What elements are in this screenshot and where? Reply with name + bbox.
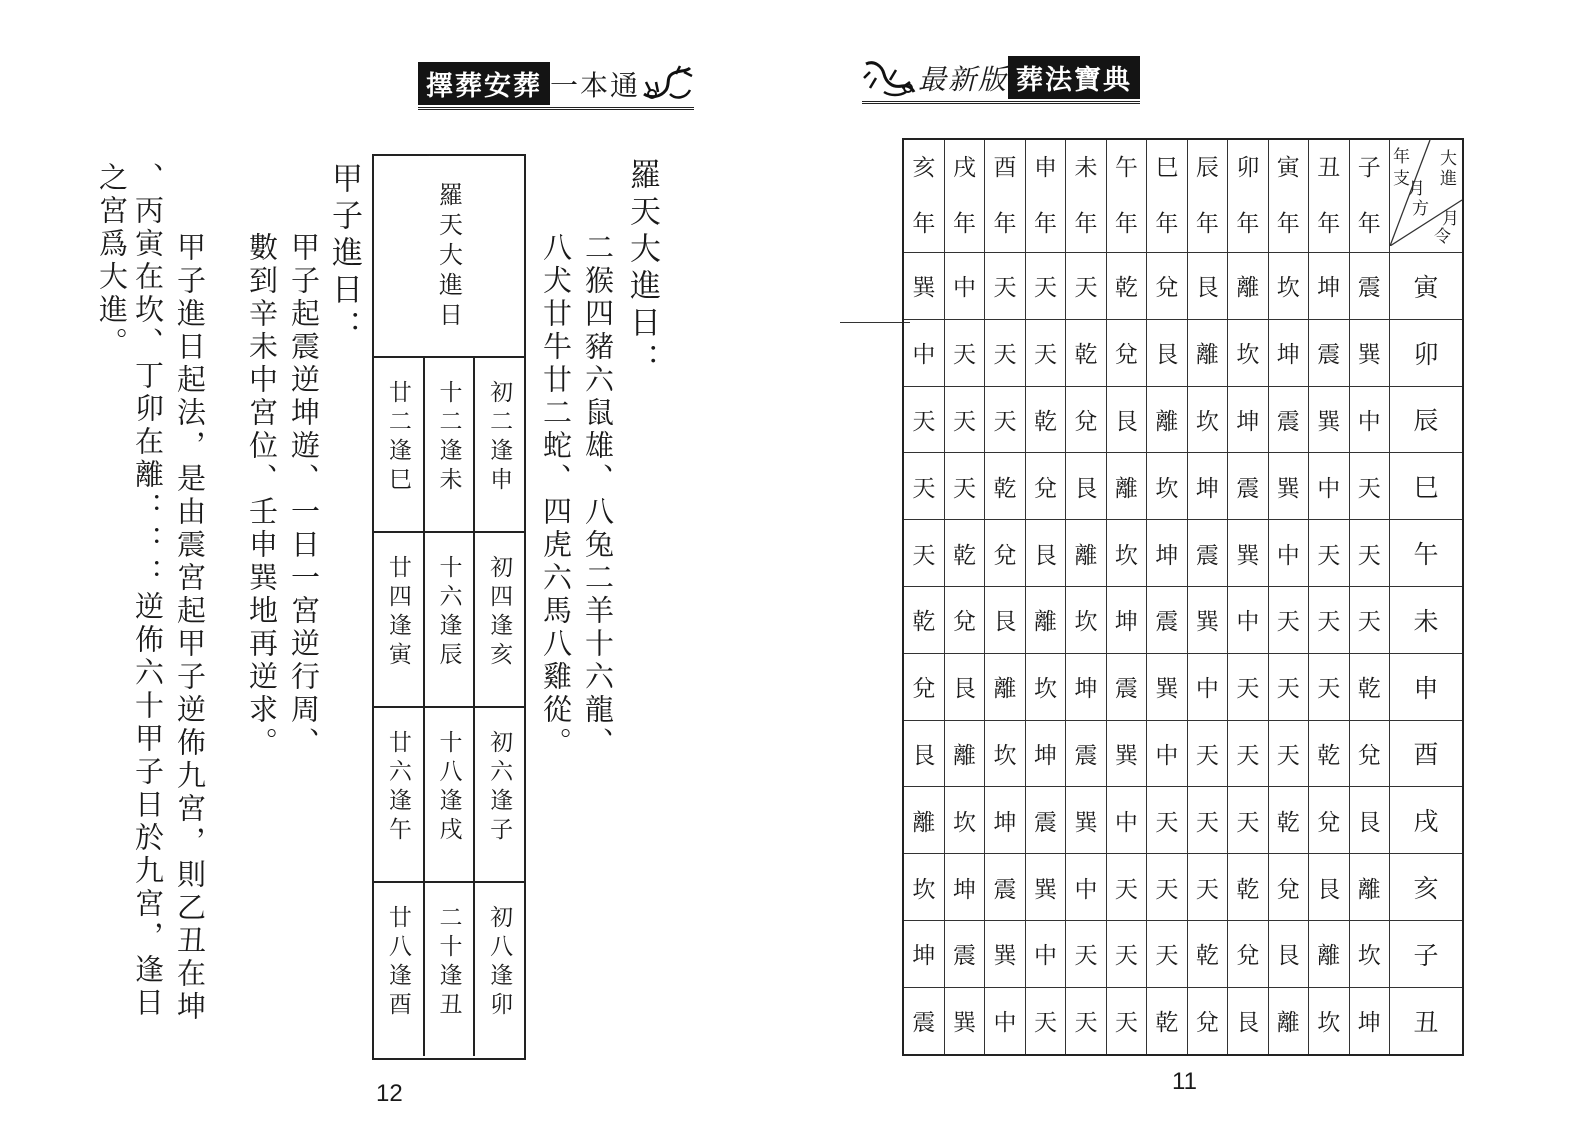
direction-cell: 天 — [985, 386, 1025, 453]
direction-cell: 天 — [1066, 920, 1106, 987]
direction-cell: 坤 — [1309, 253, 1349, 320]
jiazi-verse-line-1: 甲子起震逆坤遊、一日一宮逆行周、 — [287, 232, 321, 760]
direction-cell: 兌 — [1309, 787, 1349, 854]
direction-cell: 兌 — [1147, 253, 1187, 320]
direction-cell: 坎 — [1106, 520, 1146, 587]
direction-cell: 震 — [1106, 653, 1146, 720]
month-branch-cell: 子 — [1390, 920, 1464, 987]
direction-cell: 天 — [1268, 653, 1308, 720]
month-branch-cell: 午 — [1390, 520, 1464, 587]
direction-cell: 震 — [1268, 386, 1308, 453]
luo-tian-table-cell-text: 初二逢申 — [486, 380, 513, 496]
luo-tian-table-cell — [425, 708, 474, 883]
direction-cell: 天 — [1268, 586, 1308, 653]
direction-cell: 坤 — [1349, 987, 1390, 1055]
year-suffix: 年 — [1074, 211, 1098, 237]
direction-cell: 天 — [1187, 854, 1227, 921]
direction-cell: 中 — [1106, 787, 1146, 854]
year-suffix: 年 — [1236, 211, 1260, 237]
direction-cell: 天 — [1025, 253, 1065, 320]
direction-cell: 中 — [1187, 653, 1227, 720]
direction-cell: 離 — [985, 653, 1025, 720]
direction-cell: 離 — [903, 787, 944, 854]
pointer-line — [840, 322, 910, 323]
direction-cell: 坤 — [1228, 386, 1268, 453]
luo-tian-table-cell-text: 二十逢丑 — [435, 905, 462, 1021]
year-header-cell — [1106, 139, 1146, 253]
luo-tian-table-column — [374, 358, 423, 1056]
right-page-number: 11 — [1172, 1068, 1197, 1095]
direction-cell: 天 — [903, 520, 944, 587]
direction-cell: 乾 — [1349, 653, 1390, 720]
direction-cell: 天 — [1349, 453, 1390, 520]
year-header-cell — [1228, 139, 1268, 253]
luo-tian-table-cell — [475, 708, 524, 883]
direction-cell: 兌 — [1228, 920, 1268, 987]
table-row — [903, 720, 1463, 787]
year-header-cell — [1187, 139, 1227, 253]
left-page-number: 12 — [376, 1080, 403, 1107]
direction-cell: 坎 — [1309, 987, 1349, 1055]
direction-cell: 天 — [1066, 253, 1106, 320]
luo-tian-table-cell — [425, 358, 474, 533]
direction-cell: 離 — [1066, 520, 1106, 587]
direction-cell: 巽 — [1309, 386, 1349, 453]
direction-cell: 坎 — [1025, 653, 1065, 720]
direction-cell: 震 — [1187, 520, 1227, 587]
year-suffix: 年 — [1317, 211, 1341, 237]
direction-cell: 離 — [1106, 453, 1146, 520]
direction-cell: 艮 — [1309, 854, 1349, 921]
direction-cell: 兌 — [1106, 319, 1146, 386]
corner-label: 年 — [1393, 147, 1410, 167]
corner-label: 進 — [1440, 169, 1457, 189]
direction-cell: 坤 — [944, 854, 984, 921]
jiazi-explanation-line-1: 甲子進日起法，是由震宮起甲子逆佈九宮，則乙丑在坤 — [173, 232, 207, 1024]
direction-cell: 坎 — [1349, 920, 1390, 987]
direction-cell: 乾 — [1106, 253, 1146, 320]
corner-label: 大 — [1440, 149, 1457, 169]
direction-cell: 巽 — [1228, 520, 1268, 587]
year-branch: 申 — [1033, 155, 1057, 181]
table-row — [903, 787, 1463, 854]
month-branch-cell: 申 — [1390, 653, 1464, 720]
year-header-cell — [1309, 139, 1349, 253]
direction-cell: 天 — [1228, 653, 1268, 720]
direction-cell: 兌 — [944, 586, 984, 653]
direction-cell: 巽 — [1349, 319, 1390, 386]
year-branch: 丑 — [1317, 155, 1341, 181]
direction-cell: 巽 — [985, 920, 1025, 987]
direction-cell: 坤 — [1147, 520, 1187, 587]
luo-tian-table-cell — [425, 533, 474, 708]
month-branch-cell: 卯 — [1390, 319, 1464, 386]
direction-cell: 乾 — [1228, 854, 1268, 921]
luo-tian-table-cell-text: 十八逢戌 — [435, 730, 462, 846]
direction-cell: 坎 — [1147, 453, 1187, 520]
direction-cell: 天 — [1187, 720, 1227, 787]
direction-cell: 天 — [1066, 987, 1106, 1055]
month-branch-cell: 戌 — [1390, 787, 1464, 854]
direction-cell: 離 — [1228, 253, 1268, 320]
direction-cell: 坎 — [1066, 586, 1106, 653]
direction-cell: 巽 — [1066, 787, 1106, 854]
direction-cell: 震 — [1147, 586, 1187, 653]
direction-cell: 離 — [1268, 987, 1308, 1055]
direction-cell: 艮 — [903, 720, 944, 787]
jiazi-explanation-line-2: 、丙寅在坎、丁卯在離：：：逆佈六十甲子日於九宮，逢日 — [131, 162, 165, 1020]
direction-cell: 中 — [1268, 520, 1308, 587]
luo-tian-table-cell — [374, 533, 423, 708]
luo-tian-table-cell-text: 廿八逢酉 — [384, 905, 411, 1021]
direction-cell: 天 — [985, 253, 1025, 320]
year-suffix: 年 — [912, 211, 936, 237]
year-branch: 亥 — [912, 155, 936, 181]
direction-cell: 天 — [1228, 787, 1268, 854]
direction-cell: 天 — [1025, 319, 1065, 386]
luo-tian-table-cell-text: 十二逢未 — [435, 380, 462, 496]
direction-cell: 兌 — [1066, 386, 1106, 453]
direction-cell: 天 — [1106, 920, 1146, 987]
direction-cell: 坎 — [1187, 386, 1227, 453]
direction-cell: 離 — [1349, 854, 1390, 921]
year-header-cell — [985, 139, 1025, 253]
month-branch-cell: 酉 — [1390, 720, 1464, 787]
luo-tian-table-cell-text: 初六逢子 — [486, 730, 513, 846]
direction-cell: 天 — [1106, 987, 1146, 1055]
direction-cell: 離 — [1187, 319, 1227, 386]
year-header-cell — [1349, 139, 1390, 253]
year-suffix: 年 — [1155, 211, 1179, 237]
jiazi-explanation-line-3: 之宮爲大進。 — [95, 162, 129, 360]
table-row — [903, 854, 1463, 921]
right-page-header — [862, 56, 1140, 104]
year-header-cell — [944, 139, 984, 253]
direction-cell: 中 — [1025, 920, 1065, 987]
direction-cell: 坎 — [985, 720, 1025, 787]
year-branch: 午 — [1114, 155, 1138, 181]
direction-cell: 天 — [1025, 987, 1065, 1055]
header-title-plain: 一本通 — [550, 68, 641, 102]
direction-cell: 巽 — [1187, 586, 1227, 653]
direction-cell: 艮 — [1106, 386, 1146, 453]
luo-tian-verse-line-1: 二猴四豬六鼠雄、八兔二羊十六龍、 — [581, 232, 615, 760]
direction-cell: 天 — [1147, 854, 1187, 921]
direction-cell: 中 — [1349, 386, 1390, 453]
header-edition-label: 最新版 — [918, 62, 1009, 96]
direction-cell: 天 — [1349, 520, 1390, 587]
corner-label: 月 — [1442, 209, 1459, 229]
direction-cell: 天 — [985, 319, 1025, 386]
direction-cell: 天 — [944, 386, 984, 453]
direction-cell: 坎 — [1268, 253, 1308, 320]
direction-cell: 坤 — [1106, 586, 1146, 653]
direction-cell: 震 — [944, 920, 984, 987]
direction-cell: 中 — [1228, 586, 1268, 653]
corner-label: 支 — [1393, 169, 1410, 189]
direction-cell: 震 — [985, 854, 1025, 921]
direction-cell: 震 — [1349, 253, 1390, 320]
direction-cell: 中 — [1066, 854, 1106, 921]
year-header-cell — [903, 139, 944, 253]
direction-cell: 震 — [1025, 787, 1065, 854]
luo-tian-table-cell — [475, 358, 524, 533]
luo-tian-table-column — [473, 358, 524, 1056]
year-branch: 酉 — [993, 155, 1017, 181]
luo-tian-table-cell — [475, 883, 524, 1056]
year-branch: 寅 — [1276, 155, 1300, 181]
direction-cell: 乾 — [1309, 720, 1349, 787]
direction-cell: 乾 — [1025, 386, 1065, 453]
direction-cell: 坤 — [1025, 720, 1065, 787]
direction-cell: 天 — [1106, 854, 1146, 921]
direction-cell: 巽 — [903, 253, 944, 320]
month-branch-cell: 辰 — [1390, 386, 1464, 453]
direction-cell: 兌 — [985, 520, 1025, 587]
luo-tian-table-cell-text: 廿二逢巳 — [384, 380, 411, 496]
corner-label: 令 — [1434, 227, 1451, 247]
luo-tian-table — [372, 154, 526, 1060]
jiazi-verse-line-2: 數到辛未中宮位、壬申巽地再逆求。 — [245, 232, 279, 760]
luo-tian-table-cell-text: 初八逢卯 — [486, 905, 513, 1021]
month-branch-cell: 未 — [1390, 586, 1464, 653]
direction-cell: 兌 — [1025, 453, 1065, 520]
direction-cell: 天 — [903, 386, 944, 453]
direction-cell: 兌 — [903, 653, 944, 720]
direction-cell: 艮 — [1187, 253, 1227, 320]
direction-cell: 艮 — [1147, 319, 1187, 386]
direction-cell: 乾 — [1268, 787, 1308, 854]
month-branch-cell: 寅 — [1390, 253, 1464, 320]
direction-cell: 艮 — [1268, 920, 1308, 987]
year-header-cell — [1025, 139, 1065, 253]
year-header-cell — [1147, 139, 1187, 253]
direction-cell: 天 — [1147, 787, 1187, 854]
luo-tian-table-title-cell — [374, 156, 524, 358]
direction-cell: 天 — [1147, 920, 1187, 987]
direction-cell: 坤 — [903, 920, 944, 987]
left-page-header — [418, 62, 694, 110]
luo-tian-table-cell-text: 十六逢辰 — [435, 555, 462, 671]
direction-cell: 中 — [903, 319, 944, 386]
year-header-row — [903, 139, 1463, 253]
year-suffix: 年 — [953, 211, 977, 237]
direction-cell: 兌 — [1349, 720, 1390, 787]
direction-cell: 中 — [1147, 720, 1187, 787]
direction-cell: 艮 — [985, 586, 1025, 653]
direction-cell: 乾 — [985, 453, 1025, 520]
direction-cell: 天 — [944, 453, 984, 520]
direction-cell: 乾 — [1187, 920, 1227, 987]
corner-header-cell — [1390, 139, 1464, 253]
header-title-dark: 葬法寶典 — [1008, 56, 1140, 99]
direction-cell: 兌 — [1268, 854, 1308, 921]
year-header-cell — [1066, 139, 1106, 253]
table-row — [903, 920, 1463, 987]
direction-cell: 艮 — [1228, 987, 1268, 1055]
table-row — [903, 319, 1463, 386]
header-title-dark: 擇葬安葬 — [418, 62, 550, 105]
table-row — [903, 386, 1463, 453]
corner-label: 月 — [1408, 179, 1425, 199]
direction-cell: 天 — [1349, 586, 1390, 653]
luo-tian-table-cell — [475, 533, 524, 708]
direction-cell: 坤 — [1066, 653, 1106, 720]
direction-cell: 乾 — [903, 586, 944, 653]
direction-cell: 天 — [1268, 720, 1308, 787]
table-row — [903, 987, 1463, 1055]
direction-cell: 坤 — [985, 787, 1025, 854]
direction-cell: 中 — [985, 987, 1025, 1055]
corner-label: 方 — [1412, 199, 1429, 219]
luo-tian-table-cell-text: 廿六逢午 — [384, 730, 411, 846]
luo-tian-table-title: 羅天大進日 — [434, 182, 463, 332]
direction-cell: 離 — [1025, 586, 1065, 653]
direction-cell: 天 — [1309, 520, 1349, 587]
year-branch: 未 — [1074, 155, 1098, 181]
luo-tian-table-cell-text: 初四逢亥 — [486, 555, 513, 671]
dragon-icon — [640, 64, 694, 104]
direction-cell: 艮 — [1025, 520, 1065, 587]
luo-tian-table-cell — [374, 708, 423, 883]
table-row — [903, 453, 1463, 520]
direction-cell: 震 — [903, 987, 944, 1055]
direction-cell: 乾 — [1147, 987, 1187, 1055]
year-suffix: 年 — [1195, 211, 1219, 237]
direction-cell: 天 — [1309, 653, 1349, 720]
year-branch: 卯 — [1236, 155, 1260, 181]
direction-cell: 離 — [1309, 920, 1349, 987]
direction-cell: 巽 — [944, 987, 984, 1055]
direction-cell: 天 — [1187, 787, 1227, 854]
year-branch: 子 — [1357, 155, 1381, 181]
year-suffix: 年 — [1114, 211, 1138, 237]
year-suffix: 年 — [1357, 211, 1381, 237]
year-suffix: 年 — [1033, 211, 1057, 237]
direction-cell: 坤 — [1187, 453, 1227, 520]
table-row — [903, 253, 1463, 320]
year-suffix: 年 — [1276, 211, 1300, 237]
direction-cell: 中 — [944, 253, 984, 320]
direction-cell: 天 — [1309, 586, 1349, 653]
direction-cell: 兌 — [1187, 987, 1227, 1055]
luo-tian-heading: 羅天大進日： — [624, 158, 660, 380]
luo-tian-table-body — [374, 358, 524, 1056]
direction-cell: 離 — [1147, 386, 1187, 453]
direction-cell: 中 — [1309, 453, 1349, 520]
direction-cell: 艮 — [1066, 453, 1106, 520]
year-branch: 辰 — [1195, 155, 1219, 181]
direction-cell: 震 — [1066, 720, 1106, 787]
month-branch-cell: 巳 — [1390, 453, 1464, 520]
direction-cell: 坎 — [1228, 319, 1268, 386]
direction-cell: 天 — [903, 453, 944, 520]
jiazi-heading: 甲子進日： — [326, 162, 362, 347]
luo-tian-table-cell — [374, 358, 423, 533]
direction-cell: 坎 — [903, 854, 944, 921]
direction-cell: 乾 — [1066, 319, 1106, 386]
direction-cell: 巽 — [1025, 854, 1065, 921]
month-branch-cell: 亥 — [1390, 854, 1464, 921]
table-row — [903, 586, 1463, 653]
direction-cell: 天 — [944, 319, 984, 386]
direction-cell: 震 — [1228, 453, 1268, 520]
direction-cell: 巽 — [1268, 453, 1308, 520]
table-row — [903, 653, 1463, 720]
luo-tian-table-column — [423, 358, 474, 1056]
dragon-icon — [862, 58, 918, 98]
month-branch-cell: 丑 — [1390, 987, 1464, 1055]
direction-cell: 艮 — [1349, 787, 1390, 854]
luo-tian-table-cell-text: 廿四逢寅 — [384, 555, 411, 671]
direction-cell: 天 — [1228, 720, 1268, 787]
direction-cell: 艮 — [944, 653, 984, 720]
direction-cell: 巽 — [1106, 720, 1146, 787]
direction-cell: 坤 — [1268, 319, 1308, 386]
year-header-cell — [1268, 139, 1308, 253]
year-branch: 巳 — [1155, 155, 1179, 181]
direction-cell: 坎 — [944, 787, 984, 854]
da-jin-table — [902, 138, 1464, 1056]
table-row — [903, 520, 1463, 587]
direction-cell: 離 — [944, 720, 984, 787]
luo-tian-verse-line-2: 八犬廿牛廿二蛇、四虎六馬八雞從。 — [539, 232, 573, 760]
luo-tian-table-cell — [374, 883, 423, 1056]
direction-cell: 巽 — [1147, 653, 1187, 720]
luo-tian-table-cell — [425, 883, 474, 1056]
year-suffix: 年 — [993, 211, 1017, 237]
year-branch: 戌 — [953, 155, 977, 181]
direction-cell: 乾 — [944, 520, 984, 587]
direction-cell: 震 — [1309, 319, 1349, 386]
